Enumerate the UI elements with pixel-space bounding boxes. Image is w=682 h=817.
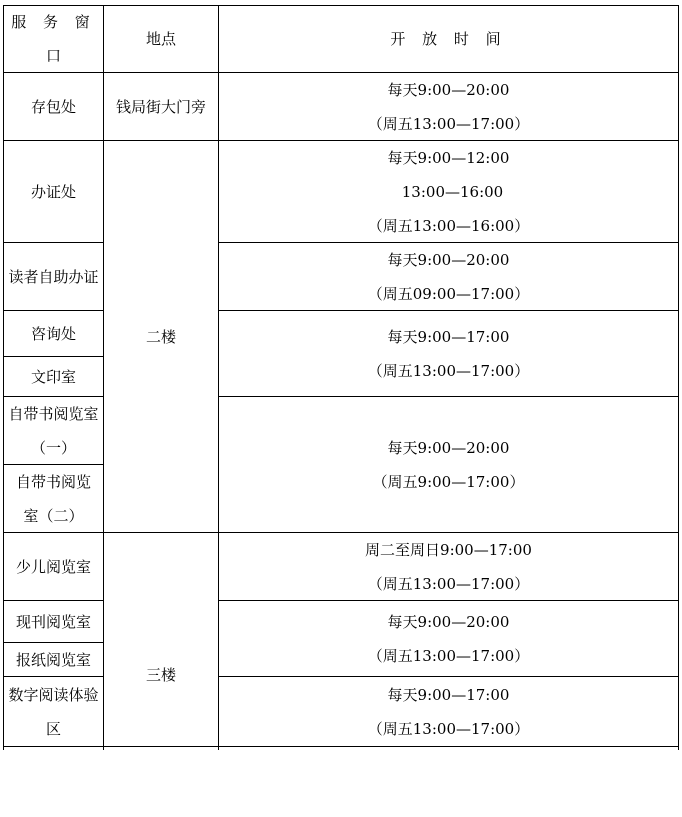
header-service xyxy=(4,6,103,72)
hours-line: 每天9:00—20:00 xyxy=(387,250,510,269)
service-label: 办证处 xyxy=(30,182,76,201)
location-label: 钱局街大门旁 xyxy=(115,97,206,116)
service-label: 数字阅读体验 xyxy=(8,685,99,704)
service-label: 室（二） xyxy=(23,506,84,525)
hours-line: 周二至周日9:00—17:00 xyxy=(365,540,532,559)
hours-line: （周五09:00—17:00） xyxy=(367,284,530,303)
service-label: 存包处 xyxy=(30,97,76,116)
hours-line: （周五9:00—17:00） xyxy=(372,472,525,491)
hours-line: 每天9:00—17:00 xyxy=(387,685,510,704)
service-label: 读者自助办证 xyxy=(8,267,99,286)
location-cell xyxy=(104,533,218,817)
hours-line: （周五13:00—17:00） xyxy=(367,361,530,380)
hours-line: 13:00—16:00 xyxy=(401,182,504,201)
service-label: 区 xyxy=(45,719,61,738)
service-cell xyxy=(4,601,103,642)
service-label: （一） xyxy=(30,438,76,457)
hours-line: 每天9:00—17:00 xyxy=(387,327,510,346)
hours-line: 每天9:00—12:00 xyxy=(387,148,510,167)
service-label: 少儿阅览室 xyxy=(15,557,91,576)
service-cell xyxy=(4,243,103,310)
service-label: 报纸阅览室 xyxy=(15,650,91,669)
header-location-label: 地点 xyxy=(145,30,176,48)
hours-line: （周五13:00—17:00） xyxy=(367,719,530,738)
service-cell xyxy=(4,311,103,356)
hours-line: 每天9:00—20:00 xyxy=(387,612,510,631)
header-location xyxy=(104,6,218,72)
header-service-line1: 服 务 窗 xyxy=(11,13,96,31)
header-hours-label: 开 放 时 间 xyxy=(390,30,507,48)
service-cell xyxy=(4,357,103,396)
location-cell xyxy=(104,141,218,532)
hours-line: 每天9:00—20:00 xyxy=(387,438,510,457)
location-cell xyxy=(104,73,218,140)
service-label: 自带书阅览 xyxy=(15,472,91,491)
hours-cell xyxy=(219,141,678,242)
service-cell xyxy=(4,73,103,140)
hours-line: （周五13:00—17:00） xyxy=(367,646,530,665)
service-cell xyxy=(4,141,103,242)
service-cell xyxy=(4,465,103,532)
service-cell xyxy=(4,677,103,746)
table-border-right xyxy=(678,5,679,750)
service-label: 文印室 xyxy=(30,367,76,386)
hours-line: （周五13:00—16:00） xyxy=(367,216,530,235)
header-service-line2: 口 xyxy=(45,47,61,65)
location-label: 二楼 xyxy=(145,327,176,346)
hours-cell xyxy=(219,533,678,600)
service-label: 咨询处 xyxy=(30,324,76,343)
service-label: 自带书阅览室 xyxy=(8,404,99,423)
header-hours xyxy=(219,6,678,72)
service-cell xyxy=(4,533,103,600)
hours-line: 每天9:00—20:00 xyxy=(387,80,510,99)
hours-cell xyxy=(219,397,678,532)
service-cell xyxy=(4,397,103,464)
service-label: 现刊阅览室 xyxy=(15,612,91,631)
hours-line: （周五13:00—17:00） xyxy=(367,574,530,593)
hours-cell xyxy=(219,73,678,140)
hours-line: （周五13:00—17:00） xyxy=(367,114,530,133)
hours-cell xyxy=(219,311,678,396)
hours-cell xyxy=(219,601,678,676)
location-label: 三楼 xyxy=(145,666,176,684)
hours-cell xyxy=(219,243,678,310)
hours-cell xyxy=(219,677,678,746)
service-cell xyxy=(4,643,103,676)
